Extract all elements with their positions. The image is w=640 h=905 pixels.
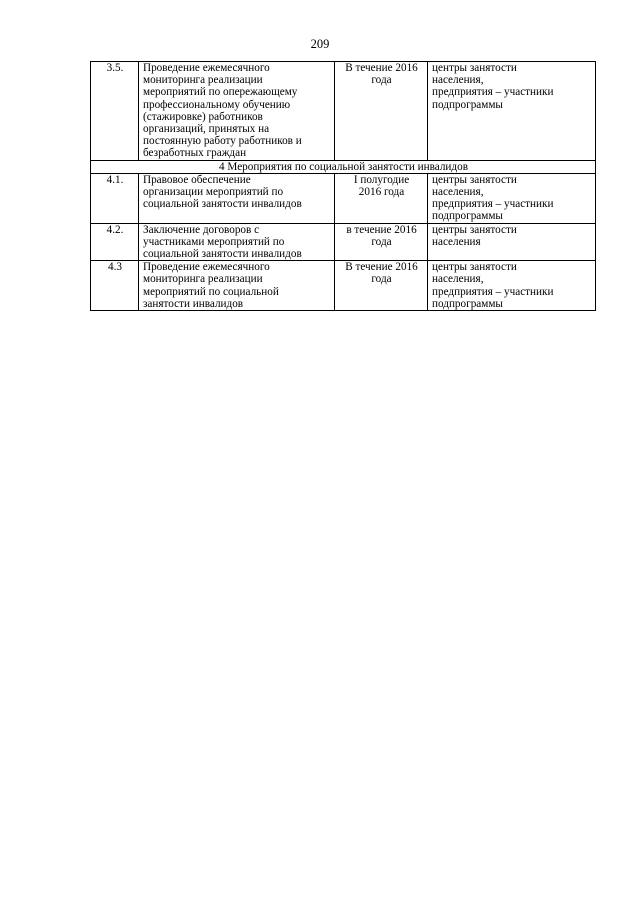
measure-name-cell: [139, 261, 335, 311]
term: I полугодие 2016 года: [353, 173, 410, 199]
term-cell: [335, 261, 428, 311]
section-title-cell: [91, 160, 596, 173]
measure-name-cell: [139, 62, 335, 161]
responsible-cell: [428, 261, 596, 311]
row-number-cell: [91, 173, 139, 223]
row-number: 4.3: [108, 261, 122, 274]
term: В течение 2016 года: [345, 62, 418, 87]
measure-name: Правовое обеспечение организации мероприятий по социальной занятости инвалидов: [143, 173, 302, 211]
table-row: [91, 62, 596, 161]
responsible-cell: [428, 173, 596, 223]
responsible: центры занятости населения, предприятия – участники подпрограммы: [432, 173, 554, 223]
term-cell: [335, 173, 428, 223]
table-row: [91, 261, 596, 311]
section-title: 4 Мероприятия по социальной занятости инвалидов: [219, 160, 468, 173]
term: В течение 2016 года: [345, 261, 418, 286]
row-number-cell: [91, 62, 139, 161]
term-cell: [335, 62, 428, 161]
page-number: 209: [310, 37, 330, 51]
table-row: [91, 223, 596, 261]
measure-name-cell: [139, 223, 335, 261]
row-number-cell: [91, 223, 139, 261]
section-header-row: [91, 160, 596, 173]
row-number: 3.5.: [106, 62, 124, 74]
measure-name-cell: [139, 173, 335, 223]
measures-table: [90, 61, 596, 311]
row-number: 4.2.: [106, 223, 124, 236]
row-number-cell: [91, 261, 139, 311]
responsible-cell: [428, 223, 596, 261]
measure-name: Заключение договоров с участниками мероприятий по социальной занятости инвалидов: [143, 223, 302, 261]
term: в течение 2016 года: [346, 223, 417, 248]
responsible: центры занятости населения: [432, 223, 517, 248]
responsible: центры занятости населения, предприятия – участники подпрограммы: [432, 261, 554, 310]
measure-name: Проведение ежемесячного мониторинга реализации мероприятий по опережающему профессиональному обучению (стажировке) работников организаций, принятых на постоянную работу работников и безработных граждан: [143, 62, 302, 160]
row-number: 4.1.: [106, 173, 124, 186]
responsible-cell: [428, 62, 596, 161]
measure-name: Проведение ежемесячного мониторинга реализации мероприятий по социальной занятости инвалидов: [143, 261, 279, 310]
term-cell: [335, 223, 428, 261]
table-row: [91, 173, 596, 223]
responsible: центры занятости населения, предприятия – участники подпрограммы: [432, 62, 554, 111]
